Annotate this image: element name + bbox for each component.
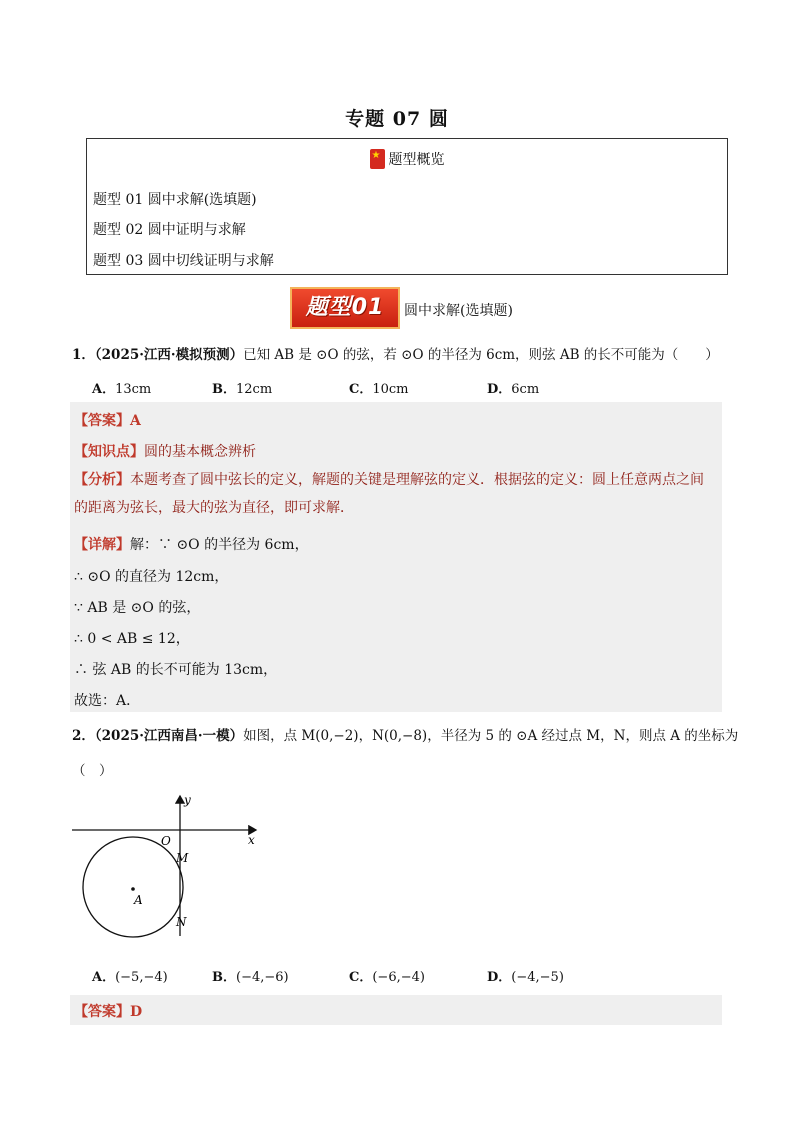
question-source: （2025·江西·模拟预测）	[94, 347, 244, 363]
y-label: y	[184, 793, 191, 807]
q2-solution-box	[70, 995, 722, 1025]
origin-label: O	[161, 834, 171, 848]
page-title: 专题 07 圆	[345, 108, 449, 130]
center-point-a	[131, 887, 135, 891]
option-letter: B．	[212, 970, 236, 985]
option-a	[92, 378, 151, 397]
overview-item: 题型 02 圆中证明与求解	[93, 222, 246, 238]
option-text: 6cm	[511, 382, 540, 397]
question-2	[72, 726, 738, 746]
point-a-label: A	[134, 893, 143, 907]
x-label: x	[248, 833, 255, 847]
detail-tag: 【详解】	[74, 537, 130, 553]
option-letter: A．	[92, 970, 116, 985]
option-letter: D．	[487, 382, 512, 397]
question-source: （2025·江西南昌·一模）	[94, 728, 244, 744]
option-c	[349, 378, 409, 397]
detail-line: ∴ 弦 AB 的长不可能为 13cm，	[74, 662, 278, 678]
overview-heading	[87, 149, 727, 169]
option-letter: C．	[349, 970, 373, 985]
detail-line: ∵ AB 是 ⊙O 的弦，	[74, 600, 201, 616]
question-1	[72, 345, 719, 365]
answer-value: A	[130, 413, 141, 429]
overview-item: 题型 03 圆中切线证明与求解	[93, 253, 274, 269]
option-letter: C．	[349, 382, 373, 397]
option-b	[212, 378, 272, 397]
option-text: (−4,−5)	[511, 970, 564, 985]
option-letter: A．	[92, 382, 116, 397]
book-icon	[370, 149, 385, 169]
option-letter: B．	[212, 382, 236, 397]
question-2-end: （ ）	[72, 763, 113, 779]
knowledge-tag: 【知识点】	[74, 444, 144, 460]
detail-line: ∴ ⊙O 的直径为 12cm，	[74, 569, 229, 585]
option-d	[487, 378, 539, 397]
detail-line: 故选：A．	[74, 693, 141, 709]
question-number: 2．	[72, 728, 95, 744]
analysis-text: 本题考查了圆中弦长的定义，解题的关键是理解弦的定义．根据弦的定义：圆上任意两点之间的距离为弦长，最大的弦为直径，即可求解．	[74, 472, 704, 516]
option-text: 10cm	[372, 382, 409, 397]
answer-line	[74, 410, 141, 430]
overview-box	[86, 138, 728, 275]
circle-a	[83, 837, 183, 937]
detail-line	[74, 534, 309, 554]
answer-line	[74, 1001, 142, 1021]
answer-tag: 【答案】	[74, 413, 130, 429]
answer-tag: 【答案】	[74, 1004, 130, 1020]
answer-value: D	[130, 1004, 143, 1020]
overview-heading-text: 题型概览	[388, 152, 445, 168]
coordinate-figure	[70, 790, 270, 940]
detail-text: 解：∵ ⊙O 的半径为 6cm，	[130, 537, 309, 553]
point-m-label: M	[176, 851, 189, 865]
question-number: 1．	[72, 347, 95, 363]
question-stem: 如图，点 M(0,−2)，N(0,−8)，半径为 5 的 ⊙A 经过点 M，N，则点 A 的坐标为	[243, 728, 739, 744]
option-text: (−4,−6)	[236, 970, 289, 985]
overview-item: 题型 01 圆中求解(选填题)	[93, 192, 257, 208]
q1-solution-box	[70, 402, 722, 712]
option-c	[349, 966, 425, 985]
analysis-block	[74, 466, 714, 522]
option-b	[212, 966, 289, 985]
option-text: 12cm	[236, 382, 273, 397]
knowledge-text: 圆的基本概念辨析	[144, 444, 256, 460]
analysis-tag: 【分析】	[74, 472, 130, 488]
point-n-label: N	[176, 915, 187, 929]
detail-line: ∴ 0 < AB ≤ 12，	[74, 631, 190, 647]
option-text: 13cm	[115, 382, 152, 397]
option-d	[487, 966, 564, 985]
section-badge: 题型01	[290, 287, 400, 329]
question-stem: 已知 AB 是 ⊙O 的弦，若 ⊙O 的半径为 6cm，则弦 AB 的长不可能为（ ）	[243, 347, 719, 363]
option-text: (−6,−4)	[372, 970, 425, 985]
option-a	[92, 966, 168, 985]
knowledge-line	[74, 441, 256, 461]
option-text: (−5,−4)	[115, 970, 168, 985]
section-title: 圆中求解(选填题)	[404, 303, 513, 319]
option-letter: D．	[487, 970, 512, 985]
